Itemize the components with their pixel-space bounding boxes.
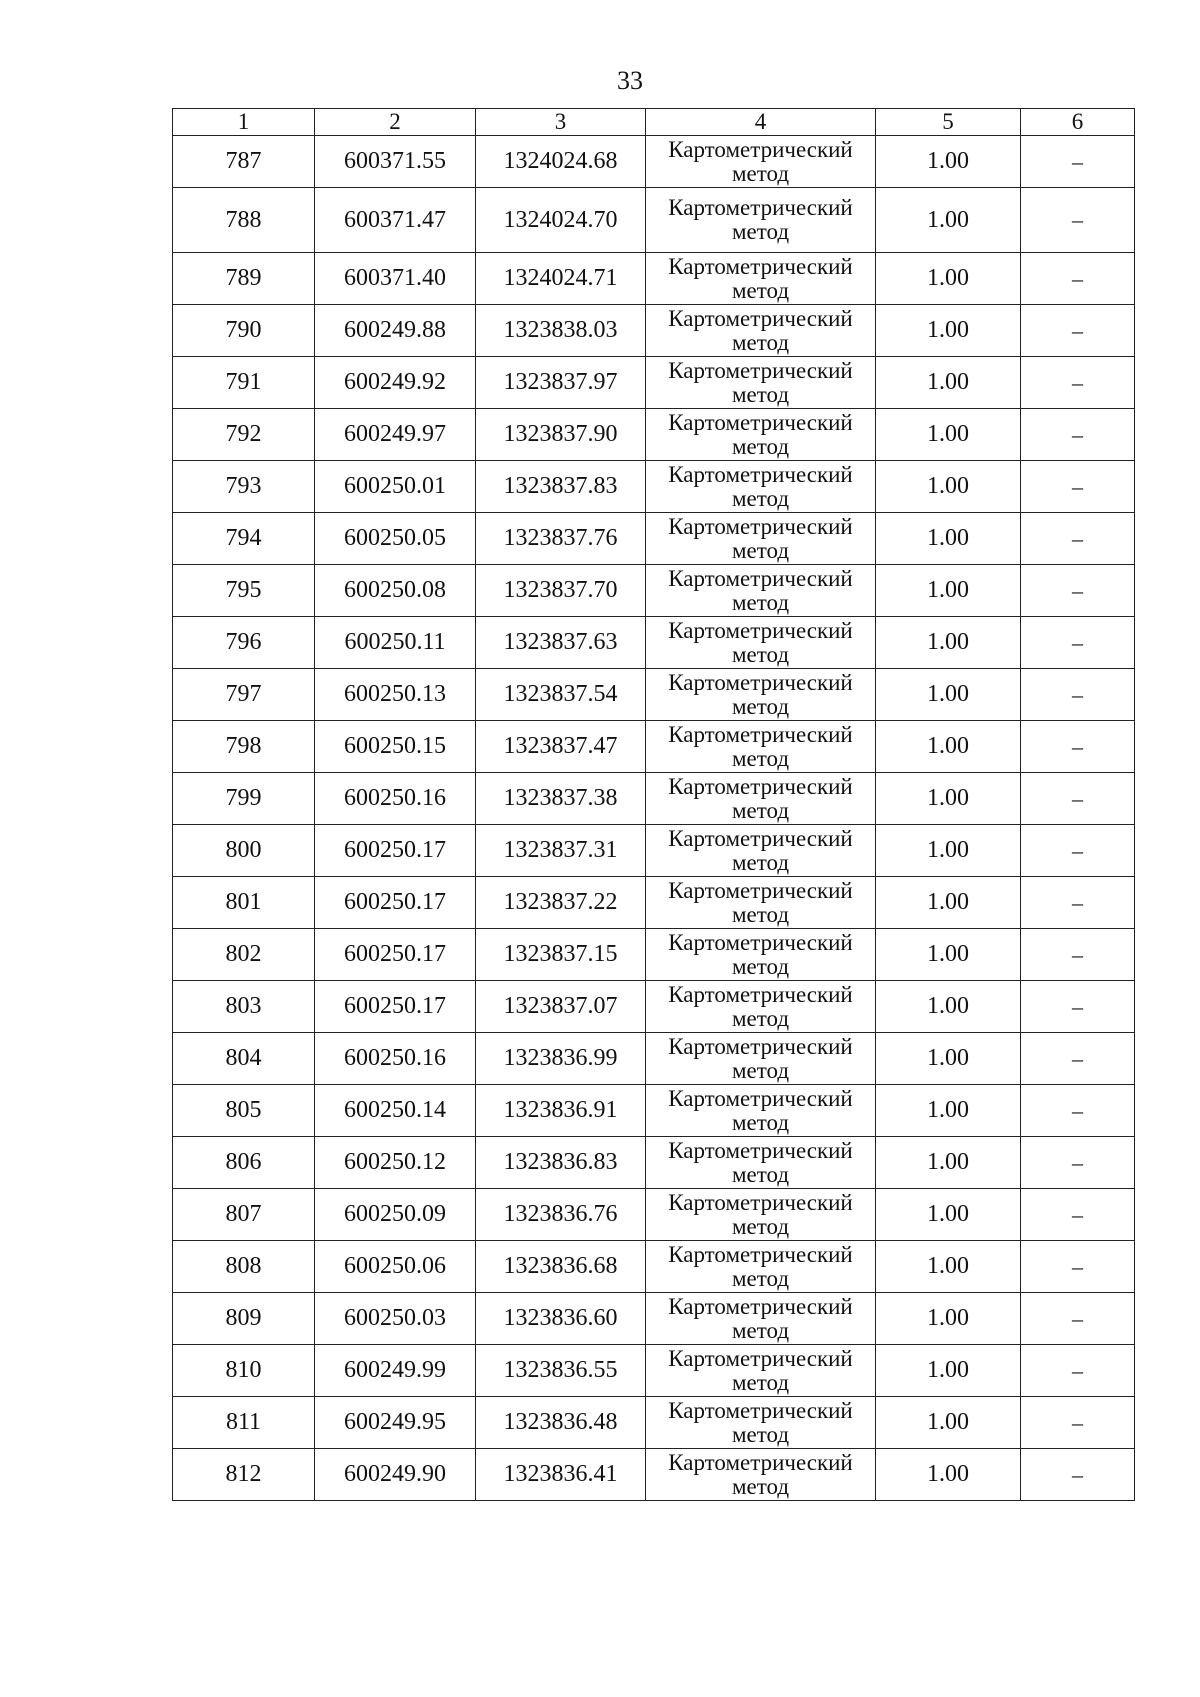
coord-y-cell: 1323836.91 [476,1085,646,1137]
table-row [173,773,1135,825]
accuracy-cell: 1.00 [876,188,1021,253]
coord-x-cell: 600371.40 [315,253,476,305]
table-body [173,136,1135,1501]
point-number-cell: 800 [173,825,315,877]
table-row [173,617,1135,669]
method-line-1: Картометрический [668,617,853,643]
note-cell: – [1021,669,1135,721]
coord-x-cell: 600250.08 [315,565,476,617]
accuracy-cell: 1.00 [876,461,1021,513]
method-line-1: Картометрический [668,825,853,851]
accuracy-cell: 1.00 [876,1137,1021,1189]
coord-y-cell: 1323837.70 [476,565,646,617]
accuracy-cell: 1.00 [876,1449,1021,1501]
method-line-2: метод [731,1213,790,1239]
method-line-1: Картометрический [668,1449,853,1475]
method-line-1: Картометрический [668,565,853,591]
accuracy-cell: 1.00 [876,1033,1021,1085]
coord-y-cell: 1323837.15 [476,929,646,981]
table-row [173,1293,1135,1345]
method-line-2: метод [731,641,790,667]
method-line-2: метод [731,849,790,875]
method-line-1: Картометрический [668,929,853,955]
point-number-cell: 806 [173,1137,315,1189]
note-cell: – [1021,981,1135,1033]
note-cell: – [1021,825,1135,877]
method-line-2: метод [731,797,790,823]
coord-y-cell: 1323836.76 [476,1189,646,1241]
method-line-1: Картометрический [668,136,853,162]
method-cell [646,1345,876,1397]
point-number-cell: 807 [173,1189,315,1241]
accuracy-cell: 1.00 [876,565,1021,617]
header-row [173,109,1135,136]
coord-x-cell: 600250.17 [315,877,476,929]
table-row [173,1033,1135,1085]
coord-x-cell: 600250.17 [315,929,476,981]
point-number-cell: 805 [173,1085,315,1137]
point-number-cell: 803 [173,981,315,1033]
method-line-1: Картометрический [668,195,853,220]
note-cell: – [1021,136,1135,188]
coord-y-cell: 1323836.41 [476,1449,646,1501]
method-line-2: метод [731,1265,790,1291]
method-line-2: метод [731,901,790,927]
method-line-2: метод [731,693,790,719]
coord-y-cell: 1323837.90 [476,409,646,461]
point-number-cell: 804 [173,1033,315,1085]
accuracy-cell: 1.00 [876,357,1021,409]
method-cell [646,188,876,253]
note-cell: – [1021,1397,1135,1449]
method-line-2: метод [731,589,790,615]
note-cell: – [1021,617,1135,669]
table-row [173,253,1135,305]
coord-x-cell: 600250.17 [315,981,476,1033]
table-row [173,357,1135,409]
method-cell [646,825,876,877]
table-row [173,669,1135,721]
method-line-1: Картометрический [668,1033,853,1059]
point-number-cell: 811 [173,1397,315,1449]
accuracy-cell: 1.00 [876,877,1021,929]
coord-x-cell: 600250.15 [315,721,476,773]
method-line-2: метод [731,277,790,303]
coord-y-cell: 1323838.03 [476,305,646,357]
coord-x-cell: 600250.16 [315,773,476,825]
accuracy-cell: 1.00 [876,305,1021,357]
method-line-2: метод [731,1369,790,1395]
table-row [173,981,1135,1033]
method-line-2: метод [731,433,790,459]
point-number-cell: 796 [173,617,315,669]
table-row [173,565,1135,617]
method-cell [646,617,876,669]
method-cell [646,1085,876,1137]
coord-x-cell: 600250.03 [315,1293,476,1345]
point-number-cell: 790 [173,305,315,357]
coord-y-cell: 1323837.47 [476,721,646,773]
method-line-1: Картометрический [668,409,853,435]
method-cell [646,565,876,617]
note-cell: – [1021,565,1135,617]
table-row [173,1241,1135,1293]
coord-x-cell: 600250.06 [315,1241,476,1293]
coord-y-cell: 1323837.97 [476,357,646,409]
method-line-1: Картометрический [668,1241,853,1267]
accuracy-cell: 1.00 [876,1085,1021,1137]
method-line-2: метод [731,1057,790,1083]
table-row [173,1137,1135,1189]
method-line-1: Картометрический [668,1189,853,1215]
coord-x-cell: 600371.47 [315,188,476,253]
note-cell: – [1021,1293,1135,1345]
method-cell [646,1397,876,1449]
method-cell [646,1293,876,1345]
point-number-cell: 799 [173,773,315,825]
header-col-6: 6 [1021,109,1135,136]
coord-y-cell: 1323836.68 [476,1241,646,1293]
method-line-2: метод [731,219,790,244]
method-cell [646,513,876,565]
point-number-cell: 791 [173,357,315,409]
point-number-cell: 802 [173,929,315,981]
note-cell: – [1021,513,1135,565]
coord-x-cell: 600250.12 [315,1137,476,1189]
point-number-cell: 808 [173,1241,315,1293]
table-row [173,136,1135,188]
method-cell [646,721,876,773]
method-line-1: Картометрический [668,721,853,747]
table-row [173,513,1135,565]
table-row [173,1397,1135,1449]
method-cell [646,877,876,929]
coord-x-cell: 600250.11 [315,617,476,669]
point-number-cell: 794 [173,513,315,565]
method-cell [646,357,876,409]
coord-x-cell: 600250.13 [315,669,476,721]
method-line-1: Картометрический [668,461,853,487]
header-col-5: 5 [876,109,1021,136]
coord-y-cell: 1323837.22 [476,877,646,929]
coord-x-cell: 600250.14 [315,1085,476,1137]
method-line-1: Картометрический [668,513,853,539]
point-number-cell: 788 [173,188,315,253]
table-row [173,409,1135,461]
point-number-cell: 810 [173,1345,315,1397]
method-line-1: Картометрический [668,773,853,799]
coord-y-cell: 1323837.54 [476,669,646,721]
method-line-2: метод [731,1109,790,1135]
method-line-1: Картометрический [668,305,853,331]
method-line-1: Картометрический [668,357,853,383]
method-line-1: Картометрический [668,1345,853,1371]
method-cell [646,461,876,513]
table-row [173,929,1135,981]
method-line-1: Картометрический [668,253,853,279]
table-row [173,305,1135,357]
method-cell [646,1137,876,1189]
coord-x-cell: 600250.05 [315,513,476,565]
coord-x-cell: 600249.88 [315,305,476,357]
method-line-2: метод [731,1473,790,1499]
point-number-cell: 809 [173,1293,315,1345]
note-cell: – [1021,357,1135,409]
note-cell: – [1021,929,1135,981]
method-line-1: Картометрический [668,1137,853,1163]
coord-y-cell: 1323836.48 [476,1397,646,1449]
page-number: 33 [617,66,643,95]
method-line-2: метод [731,1421,790,1447]
accuracy-cell: 1.00 [876,669,1021,721]
method-line-1: Картометрический [668,669,853,695]
table-header [173,109,1135,136]
coord-x-cell: 600249.97 [315,409,476,461]
table-row [173,1189,1135,1241]
table-row [173,877,1135,929]
point-number-cell: 795 [173,565,315,617]
method-cell [646,669,876,721]
coordinates-table [172,108,1135,1501]
coord-y-cell: 1323837.07 [476,981,646,1033]
method-cell [646,929,876,981]
method-line-2: метод [731,953,790,979]
coord-x-cell: 600250.17 [315,825,476,877]
method-line-2: метод [731,537,790,563]
coord-x-cell: 600249.90 [315,1449,476,1501]
accuracy-cell: 1.00 [876,1293,1021,1345]
method-line-2: метод [731,1317,790,1343]
header-col-1: 1 [173,109,315,136]
coord-y-cell: 1323836.83 [476,1137,646,1189]
point-number-cell: 797 [173,669,315,721]
note-cell: – [1021,1033,1135,1085]
method-line-1: Картометрический [668,1397,853,1423]
method-line-1: Картометрический [668,1293,853,1319]
coord-y-cell: 1323836.55 [476,1345,646,1397]
note-cell: – [1021,253,1135,305]
note-cell: – [1021,1085,1135,1137]
note-cell: – [1021,1449,1135,1501]
note-cell: – [1021,1137,1135,1189]
method-cell [646,1449,876,1501]
table-row [173,1345,1135,1397]
method-line-1: Картометрический [668,1085,853,1111]
method-line-2: метод [731,485,790,511]
accuracy-cell: 1.00 [876,513,1021,565]
coord-y-cell: 1323837.38 [476,773,646,825]
coord-x-cell: 600249.99 [315,1345,476,1397]
method-cell [646,1033,876,1085]
method-line-1: Картометрический [668,981,853,1007]
method-cell [646,136,876,188]
method-cell [646,1241,876,1293]
method-line-2: метод [731,745,790,771]
point-number-cell: 787 [173,136,315,188]
coord-y-cell: 1323837.63 [476,617,646,669]
point-number-cell: 812 [173,1449,315,1501]
point-number-cell: 789 [173,253,315,305]
method-line-1: Картометрический [668,877,853,903]
method-cell [646,305,876,357]
header-col-3: 3 [476,109,646,136]
header-col-2: 2 [315,109,476,136]
method-line-2: метод [731,381,790,407]
note-cell: – [1021,409,1135,461]
point-number-cell: 801 [173,877,315,929]
header-col-4: 4 [646,109,876,136]
coord-y-cell: 1323837.31 [476,825,646,877]
method-cell [646,773,876,825]
accuracy-cell: 1.00 [876,773,1021,825]
method-line-2: метод [731,160,790,186]
accuracy-cell: 1.00 [876,1241,1021,1293]
table-row [173,721,1135,773]
note-cell: – [1021,1189,1135,1241]
method-cell [646,409,876,461]
coord-x-cell: 600249.92 [315,357,476,409]
coord-y-cell: 1323836.60 [476,1293,646,1345]
table-row [173,1085,1135,1137]
accuracy-cell: 1.00 [876,253,1021,305]
coord-x-cell: 600250.16 [315,1033,476,1085]
accuracy-cell: 1.00 [876,929,1021,981]
coord-y-cell: 1323837.76 [476,513,646,565]
coord-x-cell: 600250.01 [315,461,476,513]
method-line-2: метод [731,329,790,355]
point-number-cell: 792 [173,409,315,461]
note-cell: – [1021,305,1135,357]
accuracy-cell: 1.00 [876,981,1021,1033]
note-cell: – [1021,461,1135,513]
accuracy-cell: 1.00 [876,825,1021,877]
table-row [173,461,1135,513]
coord-x-cell: 600250.09 [315,1189,476,1241]
method-line-2: метод [731,1005,790,1031]
note-cell: – [1021,1241,1135,1293]
note-cell: – [1021,773,1135,825]
coord-y-cell: 1323837.83 [476,461,646,513]
note-cell: – [1021,877,1135,929]
accuracy-cell: 1.00 [876,1345,1021,1397]
accuracy-cell: 1.00 [876,617,1021,669]
coord-x-cell: 600249.95 [315,1397,476,1449]
method-cell [646,1189,876,1241]
accuracy-cell: 1.00 [876,1397,1021,1449]
accuracy-cell: 1.00 [876,409,1021,461]
accuracy-cell: 1.00 [876,136,1021,188]
point-number-cell: 793 [173,461,315,513]
accuracy-cell: 1.00 [876,721,1021,773]
table-row [173,825,1135,877]
table-row [173,188,1135,253]
note-cell: – [1021,721,1135,773]
coord-y-cell: 1324024.68 [476,136,646,188]
method-cell [646,253,876,305]
coord-y-cell: 1324024.70 [476,188,646,253]
note-cell: – [1021,188,1135,253]
table-row [173,1449,1135,1501]
method-line-2: метод [731,1161,790,1187]
note-cell: – [1021,1345,1135,1397]
accuracy-cell: 1.00 [876,1189,1021,1241]
coord-y-cell: 1323836.99 [476,1033,646,1085]
coord-y-cell: 1324024.71 [476,253,646,305]
coord-x-cell: 600371.55 [315,136,476,188]
point-number-cell: 798 [173,721,315,773]
method-cell [646,981,876,1033]
